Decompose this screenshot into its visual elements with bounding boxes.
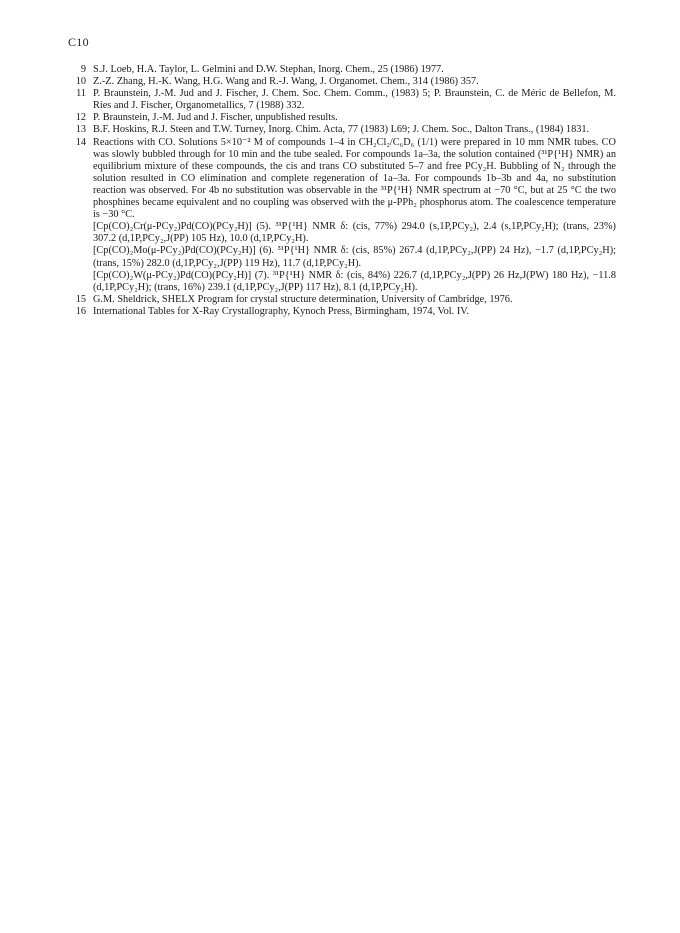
reference-number: 15 [75, 293, 86, 305]
reference-number: 11 [76, 88, 86, 100]
reference-text: Z.-Z. Zhang, H.-K. Wang, H.G. Wang and R.-J. Wang, J. Organomet. Chem., 314 (1986) 357. [93, 76, 479, 88]
page-number: C10 [68, 35, 89, 49]
reference-item [68, 137, 616, 294]
reference-list [68, 64, 616, 318]
reference-text: B.F. Hoskins, R.J. Steen and T.W. Turney, Inorg. Chim. Acta, 77 (1983) L69; J. Chem. Soc., Dalton Trans., (1984) 1831. [93, 124, 590, 136]
reference-item [68, 112, 616, 124]
nmr-data-cr: [Cp(CO)₂Cr(μ-PCy₂)Pd(CO)(PCy₂H)] (5). ³¹P{¹H} NMR δ: (cis, 77%) 294.0 (s,1P,PCy₂), 2.4 (s,1P,PCy₂H); (trans, 23%) 307.2 (d,1P,PCy₂,J(PP) 105 Hz), 10.0 (d,1P,PCy₂H). [93, 221, 616, 245]
reference-item [68, 124, 616, 136]
reference-text: S.J. Loeb, H.A. Taylor, L. Gelmini and D.W. Stephan, Inorg. Chem., 25 (1986) 1977. [93, 64, 444, 75]
nmr-data-mo: [Cp(CO)₂Mo(μ-PCy₂)Pd(CO)(PCy₂H)] (6). ³¹P{¹H} NMR δ: (cis, 85%) 267.4 (d,1P,PCy₂,J(PP) 24 Hz), −1.7 (d,1P,PCy₂H); (trans, 15%) 282.0 (d,1P,PCy₂,J(PP) 119 Hz), 11.7 (d,1P,PCy₂H). [93, 245, 616, 269]
reference-item [68, 294, 616, 306]
reference-text: P. Braunstein, J.-M. Jud and J. Fischer, J. Chem. Soc. Chem. Comm., (1983) 5; P. Braunstein, C. de Méric de Bellefon, M. Ries and J. Fischer, Organometallics, 7 (1988) 332. [93, 88, 616, 112]
reference-item [68, 76, 616, 88]
reference-text: Reactions with CO. Solutions 5×10⁻² M of compounds 1–4 in CH₂Cl₂/C₆D₆ (1/1) were prepared in 10 mm NMR tubes. CO was slowly bubbled through for 10 min and the tube sealed. For compounds 1a–3a, the solution contained (³¹P{¹H} NMR) an equilibrium mixture of these compounds, the cis and trans CO substituted 5–7 and free PCy₂H. Bubbling of N₂ through the solution resulted in CO elimination and complete regeneration of 1a–3a. For compounds 1b–3b and 4a, no substitution reaction was observed. For 4b no substitution was observable in the ³¹P{¹H} NMR spectrum at −70 °C, but at 25 °C the two phosphines became equivalent and no coupling was observed with the μ-PPh₂ phosphorus atom. The coalescence temperature is −30 °C. [93, 136, 616, 221]
reference-number: 13 [75, 124, 86, 136]
reference-number: 10 [75, 76, 86, 88]
reference-item [68, 306, 616, 318]
nmr-data-w: [Cp(CO)₂W(μ-PCy₂)Pd(CO)(PCy₂H)] (7). ³¹P{¹H} NMR δ: (cis, 84%) 226.7 (d,1P,PCy₂,J(PP) 26 Hz,J(PW) 180 Hz), −11.8 (d,1P,PCy₂H); (trans, 16%) 239.1 (d,1P,PCy₂,J(PP) 117 Hz), 8.1 (d,1P,PCy₂H). [93, 269, 616, 293]
reference-item [68, 64, 616, 76]
reference-item [68, 88, 616, 112]
reference-number: 16 [75, 305, 86, 317]
reference-text: P. Braunstein, J.-M. Jud and J. Fischer, unpublished results. [93, 112, 338, 124]
reference-text: G.M. Sheldrick, SHELX Program for crystal structure determination, University of Cambridge, 1976. [93, 293, 513, 305]
reference-number: 9 [80, 64, 86, 75]
reference-text: International Tables for X-Ray Crystallography, Kynoch Press, Birmingham, 1974, Vol. IV. [93, 305, 469, 317]
reference-number: 12 [75, 112, 86, 124]
reference-number: 14 [75, 136, 86, 148]
